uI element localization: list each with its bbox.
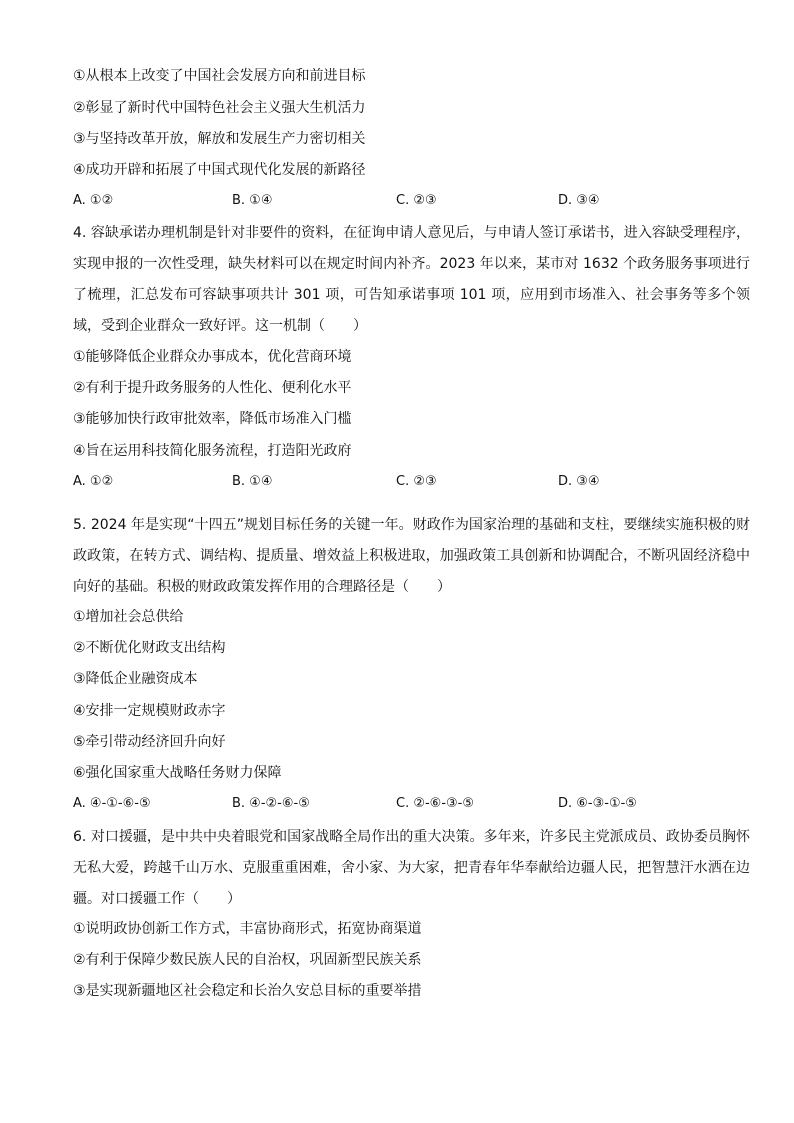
q5-option-b: B. ④-②-⑥-⑤ <box>232 796 310 811</box>
q5-statement-6: ⑥强化国家重大战略任务财力保障 <box>73 765 282 781</box>
q4-stem: 4. 容缺承诺办理机制是针对非要件的资料，在征询申请人意见后，与申请人签订承诺书，进入容缺受理程序，实现申报的一次性受理，缺失材料可以在规定时间内补齐。2023 年以来，某市对 1632 个政务服务事项进行了梳理，汇总发布可容缺事项共计 301 项，可告知承诺事项 101 项，应用到市场准入、社会事务等多个领域，受到企业群众一致好评。这一机制（ ） <box>73 225 750 334</box>
q3-option-b: B. ①④ <box>232 193 273 208</box>
q5-option-a: A. ④-①-⑥-⑤ <box>73 796 151 811</box>
q3-statement-1: ①从根本上改变了中国社会发展方向和前进目标 <box>73 68 366 84</box>
q3-statement-2: ②彰显了新时代中国特色社会主义强大生机活力 <box>73 100 366 116</box>
q3-statement-3: ③与坚持改革开放，解放和发展生产力密切相关 <box>73 131 366 147</box>
q4-option-c: C. ②③ <box>396 474 437 489</box>
q4-statement-4: ④旨在运用科技简化服务流程，打造阳光政府 <box>73 443 352 459</box>
q6-statement-1: ①说明政协创新工作方式，丰富协商形式，拓宽协商渠道 <box>73 921 422 937</box>
q3-option-a: A. ①② <box>73 193 114 208</box>
q6-statement-2: ②有利于保障少数民族人民的自治权，巩固新型民族关系 <box>73 952 422 968</box>
q5-options <box>73 794 753 814</box>
q5-stem: 5. 2024 年是实现“十四五”规划目标任务的关键一年。财政作为国家治理的基础和支柱，要继续实施积极的财政政策，在转方式、调结构、提质量、增效益上积极进取，加强政策工具创新和协调配合，不断巩固经济稳中向好的基础。积极的财政政策发挥作用的合理路径是（ ） <box>73 517 750 595</box>
q6-stem: 6. 对口援疆，是中共中央着眼党和国家战略全局作出的重大决策。多年来，许多民主党派成员、政协委员胸怀无私大爱，跨越千山万水、克服重重困难，舍小家、为大家，把青春年华奉献给边疆人民，把智慧汗水洒在边疆。对口援疆工作（ ） <box>73 829 750 907</box>
q5-statement-5: ⑤牵引带动经济回升向好 <box>73 734 226 750</box>
q5-statement-1: ①增加社会总供给 <box>73 609 184 625</box>
q5-statement-2: ②不断优化财政支出结构 <box>73 640 226 656</box>
q3-options <box>73 191 753 211</box>
q5-option-c: C. ②-⑥-③-⑤ <box>396 796 475 811</box>
q5-option-d: D. ⑥-③-①-⑤ <box>558 796 637 811</box>
q4-option-b: B. ①④ <box>232 474 273 489</box>
q4-option-a: A. ①② <box>73 474 114 489</box>
q5-statement-4: ④安排一定规模财政赤字 <box>73 703 226 719</box>
q6-statement-3: ③是实现新疆地区社会稳定和长治久安总目标的重要举措 <box>73 983 422 999</box>
q4-option-d: D. ③④ <box>558 474 600 489</box>
q3-statement-4: ④成功开辟和拓展了中国式现代化发展的新路径 <box>73 162 366 178</box>
q3-option-c: C. ②③ <box>396 193 437 208</box>
q4-options <box>73 472 753 492</box>
q4-statement-2: ②有利于提升政务服务的人性化、便利化水平 <box>73 380 352 396</box>
q5-statement-3: ③降低企业融资成本 <box>73 671 198 687</box>
q4-statement-1: ①能够降低企业群众办事成本，优化营商环境 <box>73 349 352 365</box>
q3-option-d: D. ③④ <box>558 193 600 208</box>
q4-statement-3: ③能够加快行政审批效率，降低市场准入门槛 <box>73 411 352 427</box>
